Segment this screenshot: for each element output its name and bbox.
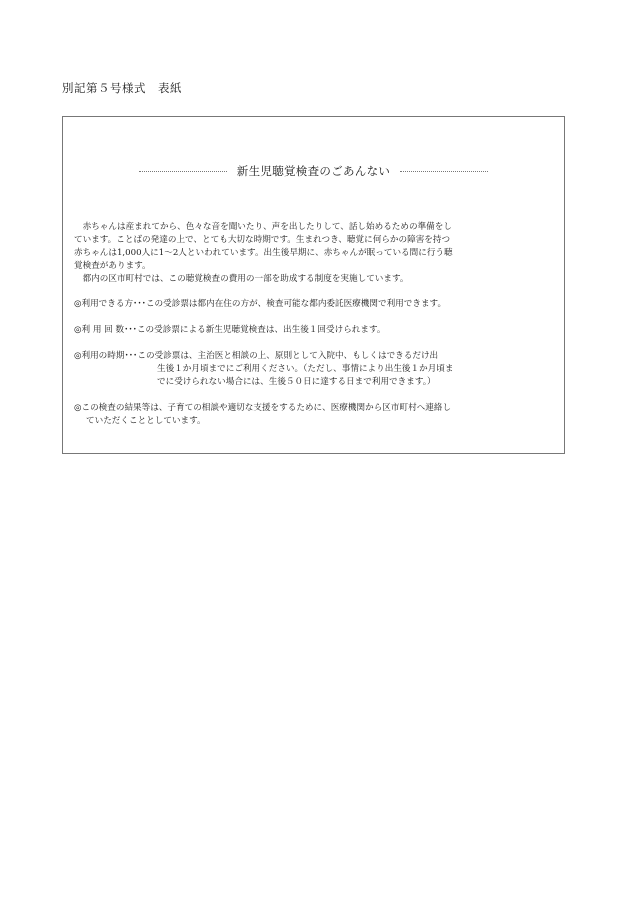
timing-item: ◎利用の時期･･･この受診票は、主治医と相談の上、原則として入院中、もしくはできるだけ出 (74, 351, 439, 361)
notice-title: 新生児聴覚検査のごあんない (236, 164, 391, 178)
results-item: ◎この検査の結果等は、子育ての相談や適切な支援をするために、医療機関から区市町村へ連絡し (74, 403, 452, 413)
timing-item-continued: 生後１か月頃までにご利用ください。（ただし、事情により出生後１か月頃ま (157, 364, 454, 374)
form-label: 別記第５号様式 表紙 (62, 81, 182, 95)
intro-line: 赤ちゃんは産まれてから、色々な音を聞いたり、声を出したりして、話し始めるための準備をし (82, 222, 452, 232)
support-line: 都内の区市町村では、この聴覚検査の費用の一部を助成する制度を実施しています。 (82, 274, 409, 284)
intro-line: ています。ことばの発達の上で、とても大切な時期です。生まれつき、聴覚に何らかの障害を持つ (74, 235, 451, 245)
results-item-continued: ていただくこととしています。 (86, 416, 206, 426)
intro-line: 覚検査があります。 (74, 261, 151, 271)
notice-frame (62, 116, 565, 454)
title-row (63, 163, 564, 179)
notice-body (74, 221, 554, 428)
timing-item-continued: でに受けられない場合には、生後５０日に達する日まで利用できます。） (157, 377, 436, 387)
title-right-dotted-rule (400, 171, 488, 172)
intro-line: 赤ちゃんは1,000人に1〜2人といわれています。出生後早期に、赤ちゃんが眠っている間に行う聴 (74, 248, 453, 258)
eligible-item: ◎利用できる方･･･この受診票は都内在住の方が、検査可能な都内委託医療機関で利用できます。 (74, 299, 447, 309)
count-item: ◎利 用 回 数･･･この受診票による新生児聴覚検査は、出生後１回受けられます。 (74, 325, 386, 335)
title-left-dotted-rule (139, 171, 227, 172)
